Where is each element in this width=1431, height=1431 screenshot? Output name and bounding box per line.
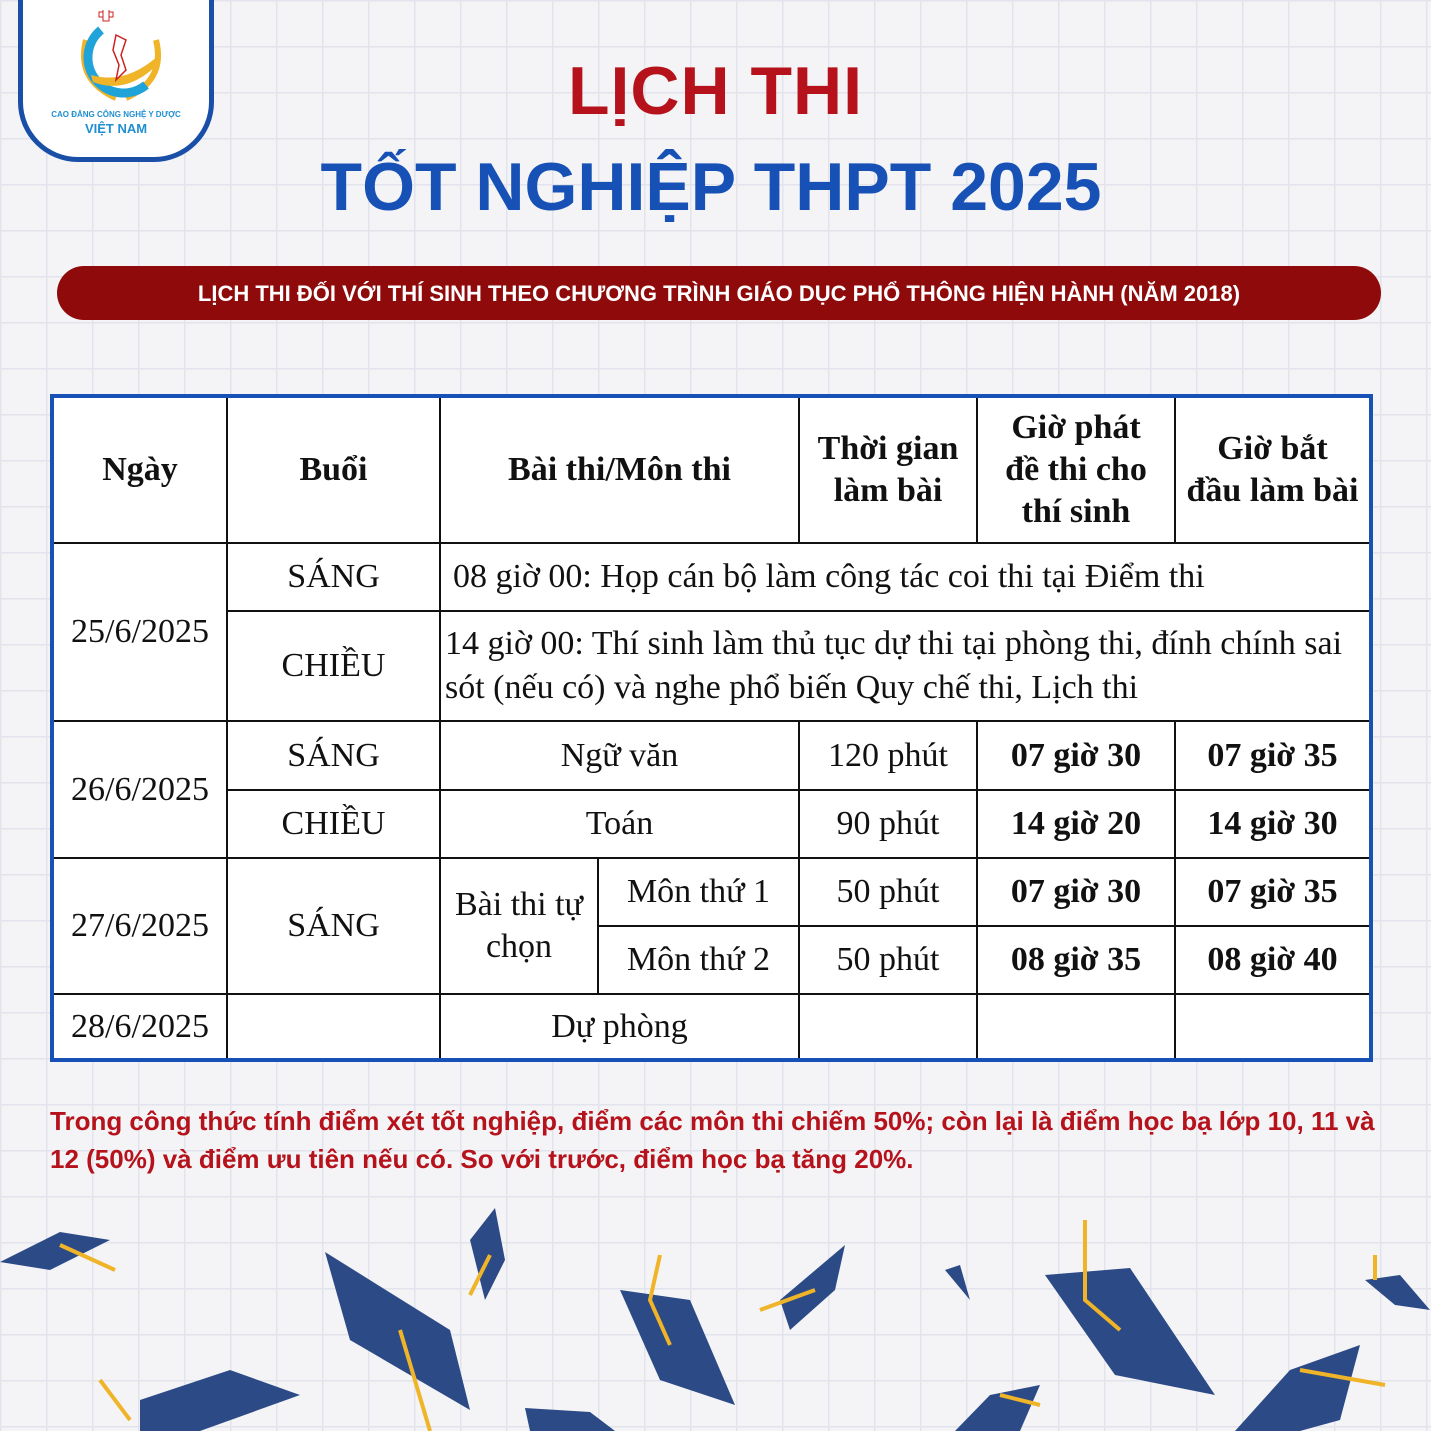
activity-cell: 08 giờ 00: Họp cán bộ làm công tác coi thi tại Điểm thi <box>440 543 1371 611</box>
handout-cell: 08 giờ 35 <box>977 926 1175 994</box>
session-cell: SÁNG <box>227 721 440 790</box>
start-cell: 07 giờ 35 <box>1175 721 1371 790</box>
session-cell: SÁNG <box>227 543 440 611</box>
handout-cell: 07 giờ 30 <box>977 721 1175 790</box>
activity-cell: 14 giờ 00: Thí sinh làm thủ tục dự thi tại phòng thi, đính chính sai sót (nếu có) và nghe phổ biến Quy chế thi, Lịch thi <box>440 611 1371 721</box>
table-row <box>52 858 1371 926</box>
subject-cell: Toán <box>440 790 799 858</box>
footnote: Trong công thức tính điểm xét tốt nghiệp, điểm các môn thi chiếm 50%; còn lại là điểm học bạ lớp 10, 11 và 12 (50%) và điểm ưu tiên nếu có. So với trước, điểm học bạ tăng 20%. <box>50 1106 1375 1174</box>
graduation-caps-decoration-icon <box>0 1190 1431 1431</box>
session-cell: CHIỀU <box>227 611 440 721</box>
section-banner: LỊCH THI ĐỐI VỚI THÍ SINH THEO CHƯƠNG TRÌNH GIÁO DỤC PHỔ THÔNG HIỆN HÀNH (NĂM 2018) <box>57 266 1381 320</box>
logo-text-line2: VIỆT NAM <box>84 121 148 136</box>
table-row <box>52 994 1371 1060</box>
subject-cell: Môn thứ 2 <box>598 926 799 994</box>
date-cell: 26/6/2025 <box>52 721 227 858</box>
table-row <box>52 790 1371 858</box>
table-row <box>52 611 1371 721</box>
header-handout-time: Giờ phát đề thi cho thí sinh <box>977 396 1175 543</box>
start-cell: 08 giờ 40 <box>1175 926 1371 994</box>
start-cell <box>1175 994 1371 1060</box>
date-cell: 27/6/2025 <box>52 858 227 994</box>
start-cell: 07 giờ 35 <box>1175 858 1371 926</box>
start-cell: 14 giờ 30 <box>1175 790 1371 858</box>
table-row <box>52 543 1371 611</box>
exam-schedule-table <box>50 394 1373 1062</box>
header-session: Buổi <box>227 396 440 543</box>
handout-cell: 14 giờ 20 <box>977 790 1175 858</box>
header-date: Ngày <box>52 396 227 543</box>
handout-cell <box>977 994 1175 1060</box>
subject-cell: Môn thứ 1 <box>598 858 799 926</box>
duration-cell: 50 phút <box>799 926 977 994</box>
duration-cell: 120 phút <box>799 721 977 790</box>
duration-cell: 90 phút <box>799 790 977 858</box>
session-cell: CHIỀU <box>227 790 440 858</box>
title-line1: LỊCH THI <box>567 53 864 129</box>
table-row <box>52 721 1371 790</box>
title-line2: TỐT NGHIỆP THPT 2025 <box>320 149 1102 225</box>
handout-cell: 07 giờ 30 <box>977 858 1175 926</box>
duration-cell <box>799 994 977 1060</box>
table-header-row <box>52 396 1371 543</box>
subject-cell: Ngữ văn <box>440 721 799 790</box>
logo-text-line1: CAO ĐẲNG CÔNG NGHỆ Y DƯỢC <box>51 110 181 119</box>
header-subject: Bài thi/Môn thi <box>440 396 799 543</box>
header-duration: Thời gian làm bài <box>799 396 977 543</box>
date-cell: 25/6/2025 <box>52 543 227 721</box>
session-cell <box>227 994 440 1060</box>
date-cell: 28/6/2025 <box>52 994 227 1060</box>
session-cell: SÁNG <box>227 858 440 994</box>
duration-cell: 50 phút <box>799 858 977 926</box>
header-start-time: Giờ bắt đầu làm bài <box>1175 396 1371 543</box>
subject-cell: Dự phòng <box>440 994 799 1060</box>
elective-group-cell: Bài thi tự chọn <box>440 858 598 994</box>
